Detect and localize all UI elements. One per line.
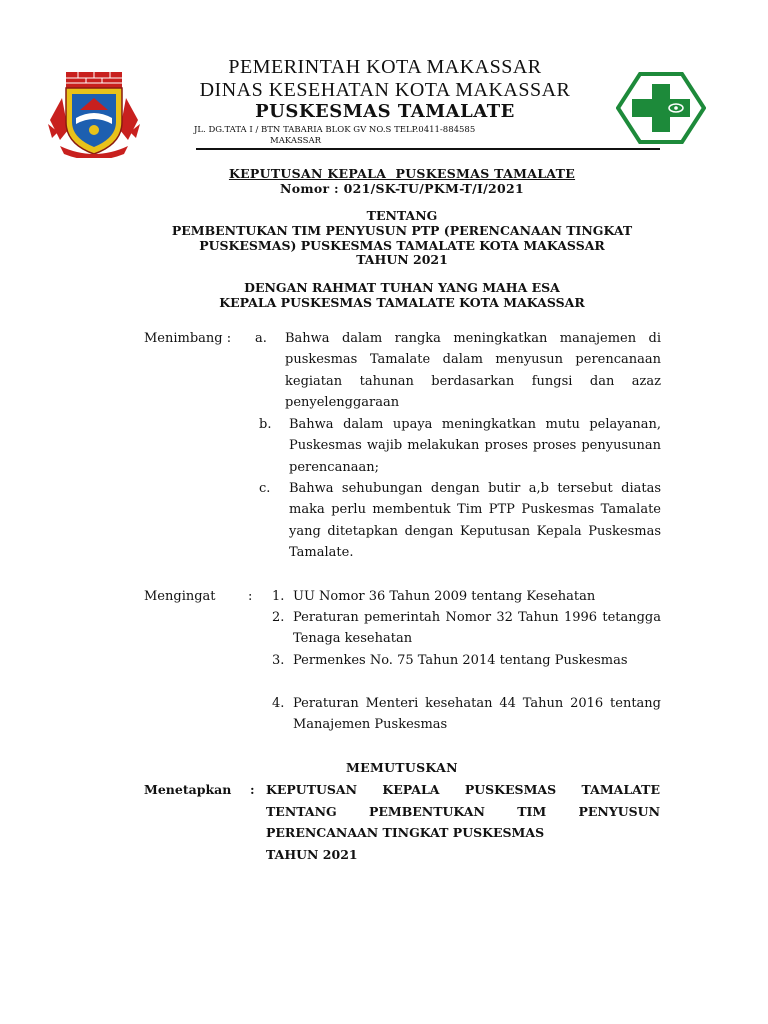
subject-line-2: PUSKESMAS) PUSKESMAS TAMALATE KOTA MAKASSAR — [199, 238, 605, 253]
header-city: MAKASSAR — [270, 136, 322, 146]
mengingat-item-4: Peraturan Menteri kesehatan 44 Tahun 2016 tentang Manajemen Puskesmas — [293, 696, 661, 733]
menimbang-marker-a: a. — [255, 331, 267, 346]
mengingat-item-2: Peraturan pemerintah Nomor 32 Tahun 1996 tetangga Tenaga kesehatan — [293, 610, 661, 647]
mengingat-marker-2: 2. — [272, 610, 285, 625]
menetapkan-label: Menetapkan — [144, 782, 232, 797]
mengingat-colon: : — [248, 589, 253, 604]
menetapkan-line-2: TENTANG PEMBENTUKAN TIM PENYUSUN — [266, 804, 660, 819]
subject-line-1: PEMBENTUKAN TIM PENYUSUN PTP (PERENCANAAN TINGKAT — [171, 223, 633, 238]
header-institution-line: PUSKESMAS TAMALATE — [255, 101, 515, 122]
mengingat-item-3: Permenkes No. 75 Tahun 2014 tentang Puskesmas — [293, 653, 628, 668]
header-government-line: PEMERINTAH KOTA MAKASSAR — [228, 56, 542, 78]
mengingat-label: Mengingat — [144, 589, 216, 604]
memutuskan-heading: MEMUTUSKAN — [346, 760, 458, 775]
decree-number: Nomor : 021/SK-TU/PKM-T/I/2021 — [279, 181, 525, 196]
menimbang-marker-b: b. — [259, 417, 272, 432]
puskesmas-green-cross-icon — [616, 72, 706, 144]
mengingat-item-1: UU Nomor 36 Tahun 2009 tentang Kesehatan — [293, 589, 596, 604]
mengingat-marker-4: 4. — [272, 696, 285, 711]
header-agency-line: DINAS KESEHATAN KOTA MAKASSAR — [199, 79, 571, 101]
menimbang-item-a: Bahwa dalam rangka meningkatkan manajemen di puskesmas Tamalate dalam menyusun perencanaan kegiatan tahunan berdasarkan fungsi dan azaz penyelenggaraan — [285, 331, 661, 410]
tentang-label: TENTANG — [366, 208, 438, 223]
menimbang-item-b: Bahwa dalam upaya meningkatkan mutu pelayanan, Puskesmas wajib melakukan proses proses penyusunan perencanaan; — [289, 417, 661, 475]
menimbang-label: Menimbang : — [144, 331, 232, 346]
subject-line-3: TAHUN 2021 — [356, 252, 448, 267]
mengingat-marker-1: 1. — [272, 589, 285, 604]
header-address: JL. DG.TATA I / BTN TABARIA BLOK GV NO.S TELP.0411-884585 — [194, 125, 476, 135]
rahmat-line: DENGAN RAHMAT TUHAN YANG MAHA ESA — [244, 280, 560, 295]
decree-title: KEPUTUSAN KEPALA PUSKESMAS TAMALATE — [228, 166, 576, 181]
menetapkan-line-4: TAHUN 2021 — [266, 847, 358, 862]
menetapkan-line-3: PERENCANAAN TINGKAT PUSKESMAS — [266, 825, 545, 840]
mengingat-marker-3: 3. — [272, 653, 285, 668]
menetapkan-colon: : — [250, 782, 255, 797]
menimbang-item-c: Bahwa sehubungan dengan butir a,b tersebut diatas maka perlu membentuk Tim PTP Puskesmas Tamalate yang ditetapkan dengan Keputusan Kepala Puskesmas Tamalate. — [289, 481, 661, 560]
kepala-line: KEPALA PUSKESMAS TAMALATE KOTA MAKASSAR — [219, 295, 585, 310]
menetapkan-line-1: KEPUTUSAN KEPALA PUSKESMAS TAMALATE — [266, 782, 660, 797]
makassar-city-emblem-icon — [46, 70, 142, 158]
menimbang-marker-c: c. — [259, 481, 271, 496]
header-divider — [196, 148, 660, 150]
